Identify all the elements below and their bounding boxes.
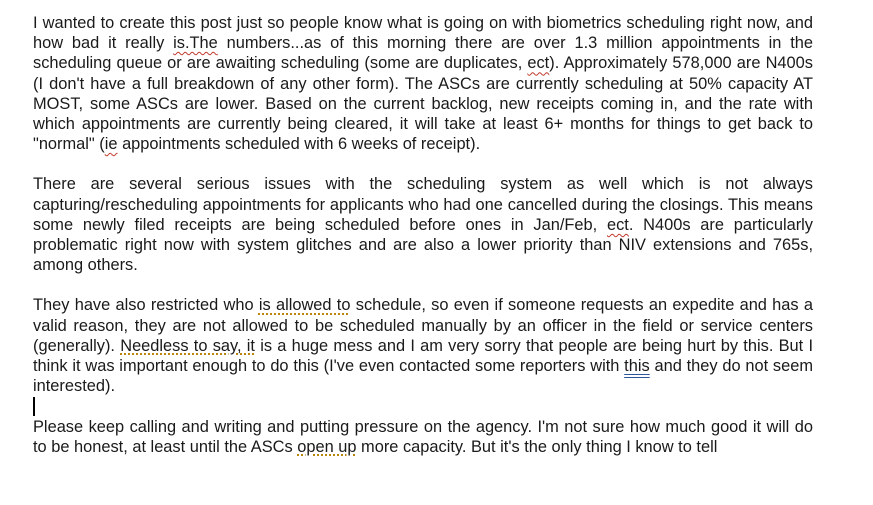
text-run: ). Approximately 578,000 are N400s (I don't have a full breakdown of any other form). The ASCs are currently scheduling at 50% capacity AT MOST, some ASCs are lower. Based on the current backlog, new receipts coming in, and the rate with which appointments are currently being cleared, it will take at least 6+ months for things to get back to "normal" ( <box>33 54 813 154</box>
text-run: There are several serious issues with the scheduling system as well which is not always capturing/rescheduling appointments for applicants who had one cancelled during the closings. This means some newly filed receipts are being scheduled before ones in Jan/Feb, <box>33 175 813 234</box>
text-run: and they do not seem interested). <box>33 357 813 396</box>
spelling-flag: ect <box>606 215 629 234</box>
text-cursor <box>33 397 35 416</box>
text-run: numbers...as of this morning there are over 1.3 million appointments in the scheduling queue or are awaiting scheduling (some are duplicates, <box>33 34 813 73</box>
spelling-flag: ie <box>104 135 118 154</box>
text-run: schedule, so even if someone requests an expedite and has a valid reason, they are not allowed to be scheduled manually by an officer in the field or service centers (generally). <box>33 296 813 355</box>
paragraph-3[interactable] <box>33 295 813 396</box>
paragraph-4[interactable] <box>33 417 813 457</box>
text-run: more capacity. But it's the only thing I know to tell <box>356 437 718 456</box>
grammar-flag: open up <box>297 437 357 456</box>
text-run: I wanted to create this post just so people know what is going on with biometrics scheduling right now, and how bad it really <box>33 14 813 53</box>
paragraph-1[interactable] <box>33 13 813 154</box>
grammar-flag: Needless to say, it <box>120 336 255 355</box>
text-run: is a huge mess and I am very sorry that people are being hurt by this. But I think it was important enough to do this (I've even contacted some reporters with <box>33 336 813 376</box>
text-run: They have also restricted who <box>33 296 259 315</box>
spelling-flag: ect <box>527 54 550 73</box>
grammar-flag: is allowed to <box>258 296 351 315</box>
document-body[interactable] <box>33 13 813 457</box>
spelling-flag: is.The <box>173 34 218 53</box>
paragraph-2[interactable] <box>33 174 813 275</box>
hyperlink[interactable]: this <box>624 357 650 376</box>
text-run: . N400s are particularly problematic right now with system glitches and are also a lower priority than NIV extensions and 765s, among others. <box>33 215 813 275</box>
empty-line[interactable] <box>33 396 813 416</box>
text-run: Please keep calling and writing and putting pressure on the agency. I'm not sure how much good it will do to be honest, at least until the ASCs <box>33 417 813 456</box>
text-run: appointments scheduled with 6 weeks of receipt). <box>117 135 481 154</box>
